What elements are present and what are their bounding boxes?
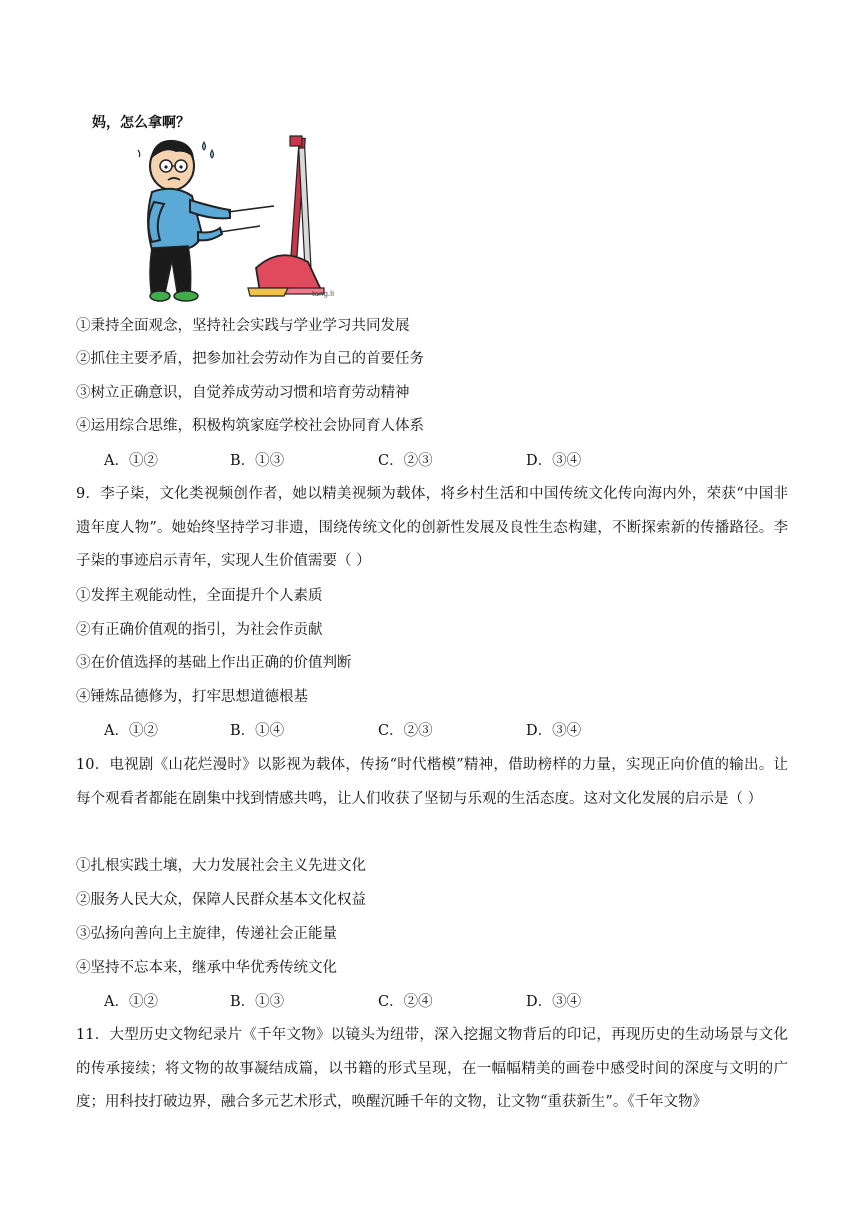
q8-choice-b[interactable]: B．①③ [230, 453, 285, 469]
q10-option-1: ①扎根实践土壤，大力发展社会主义先进文化 [76, 858, 366, 874]
q10-option-4: ④坚持不忘本来，继承中华优秀传统文化 [76, 960, 337, 976]
q10-choice-d[interactable]: D．③④ [526, 994, 582, 1010]
q8-option-3: ③树立正确意识，自觉养成劳动习惯和培育劳动精神 [76, 385, 410, 401]
q9-option-3: ③在价值选择的基础上作出正确的价值判断 [76, 655, 352, 671]
artist-signature: tang.li [312, 290, 335, 298]
q9-choice-c[interactable]: C．②③ [378, 723, 433, 739]
q9-option-4: ④锤炼品德修为，打牢思想道德根基 [76, 689, 308, 705]
q8-option-4: ④运用综合思维，积极构筑家庭学校社会协同育人体系 [76, 418, 424, 434]
q10-choice-c[interactable]: C．②④ [378, 994, 433, 1010]
q10-option-3: ③弘扬向善向上主旋律，传递社会正能量 [76, 926, 337, 942]
q11-stem: 11．大型历史文物纪录片《千年文物》以镜头为纽带，深入挖掘文物背后的印记，再现历史的生动场景与文化的传承接续；将文物的故事凝结成篇，以书籍的形式呈现，在一幅幅精美的画卷中感受时间的深度与文明的广度；用科技打破边界，融合多元艺术形式，唤醒沉睡千年的文物，让文物“重获新生”。《千年文物》 [76, 1027, 788, 1110]
q10-stem: 10．电视剧《山花烂漫时》以影视为载体，传扬“时代楷模”精神，借助榜样的力量，实现正向价值的输出。让每个观看者都能在剧集中找到情感共鸣，让人们收获了坚韧与乐观的生活态度。这对文化发展的启示是（ ） [76, 757, 788, 807]
q8-option-2: ②抓住主要矛盾，把参加社会劳动作为自己的首要任务 [76, 351, 424, 367]
q9-option-2: ②有正确价值观的指引，为社会作贡献 [76, 622, 323, 638]
cartoon-drawing [88, 108, 358, 304]
q10-choice-b[interactable]: B．①③ [230, 994, 285, 1010]
cartoon-caption: 妈，怎么拿啊？ [92, 115, 190, 131]
q8-option-1: ①秉持全面观念，坚持社会实践与学业学习共同发展 [76, 318, 410, 334]
cartoon-illustration [88, 108, 358, 304]
q8-choice-c[interactable]: C．②③ [378, 453, 433, 469]
q8-choice-d[interactable]: D．③④ [526, 453, 582, 469]
q9-choice-d[interactable]: D．③④ [526, 723, 582, 739]
q9-stem: 9．李子柒，文化类视频创作者，她以精美视频为载体，将乡村生活和中国传统文化传向海内外，荣获“中国非遗年度人物”。她始终坚持学习非遗，围绕传统文化的创新性发展及良性生态构建，不断探索新的传播路径。李子柒的事迹启示青年，实现人生价值需要（ ） [76, 486, 788, 569]
q8-choice-a[interactable]: A．①② [104, 453, 158, 469]
q9-option-1: ①发挥主观能动性，全面提升个人素质 [76, 588, 323, 604]
q10-option-2: ②服务人民大众，保障人民群众基本文化权益 [76, 892, 366, 908]
q9-choice-b[interactable]: B．①④ [230, 723, 285, 739]
q9-choice-a[interactable]: A．①② [104, 723, 158, 739]
q10-choice-a[interactable]: A．①② [104, 994, 158, 1010]
